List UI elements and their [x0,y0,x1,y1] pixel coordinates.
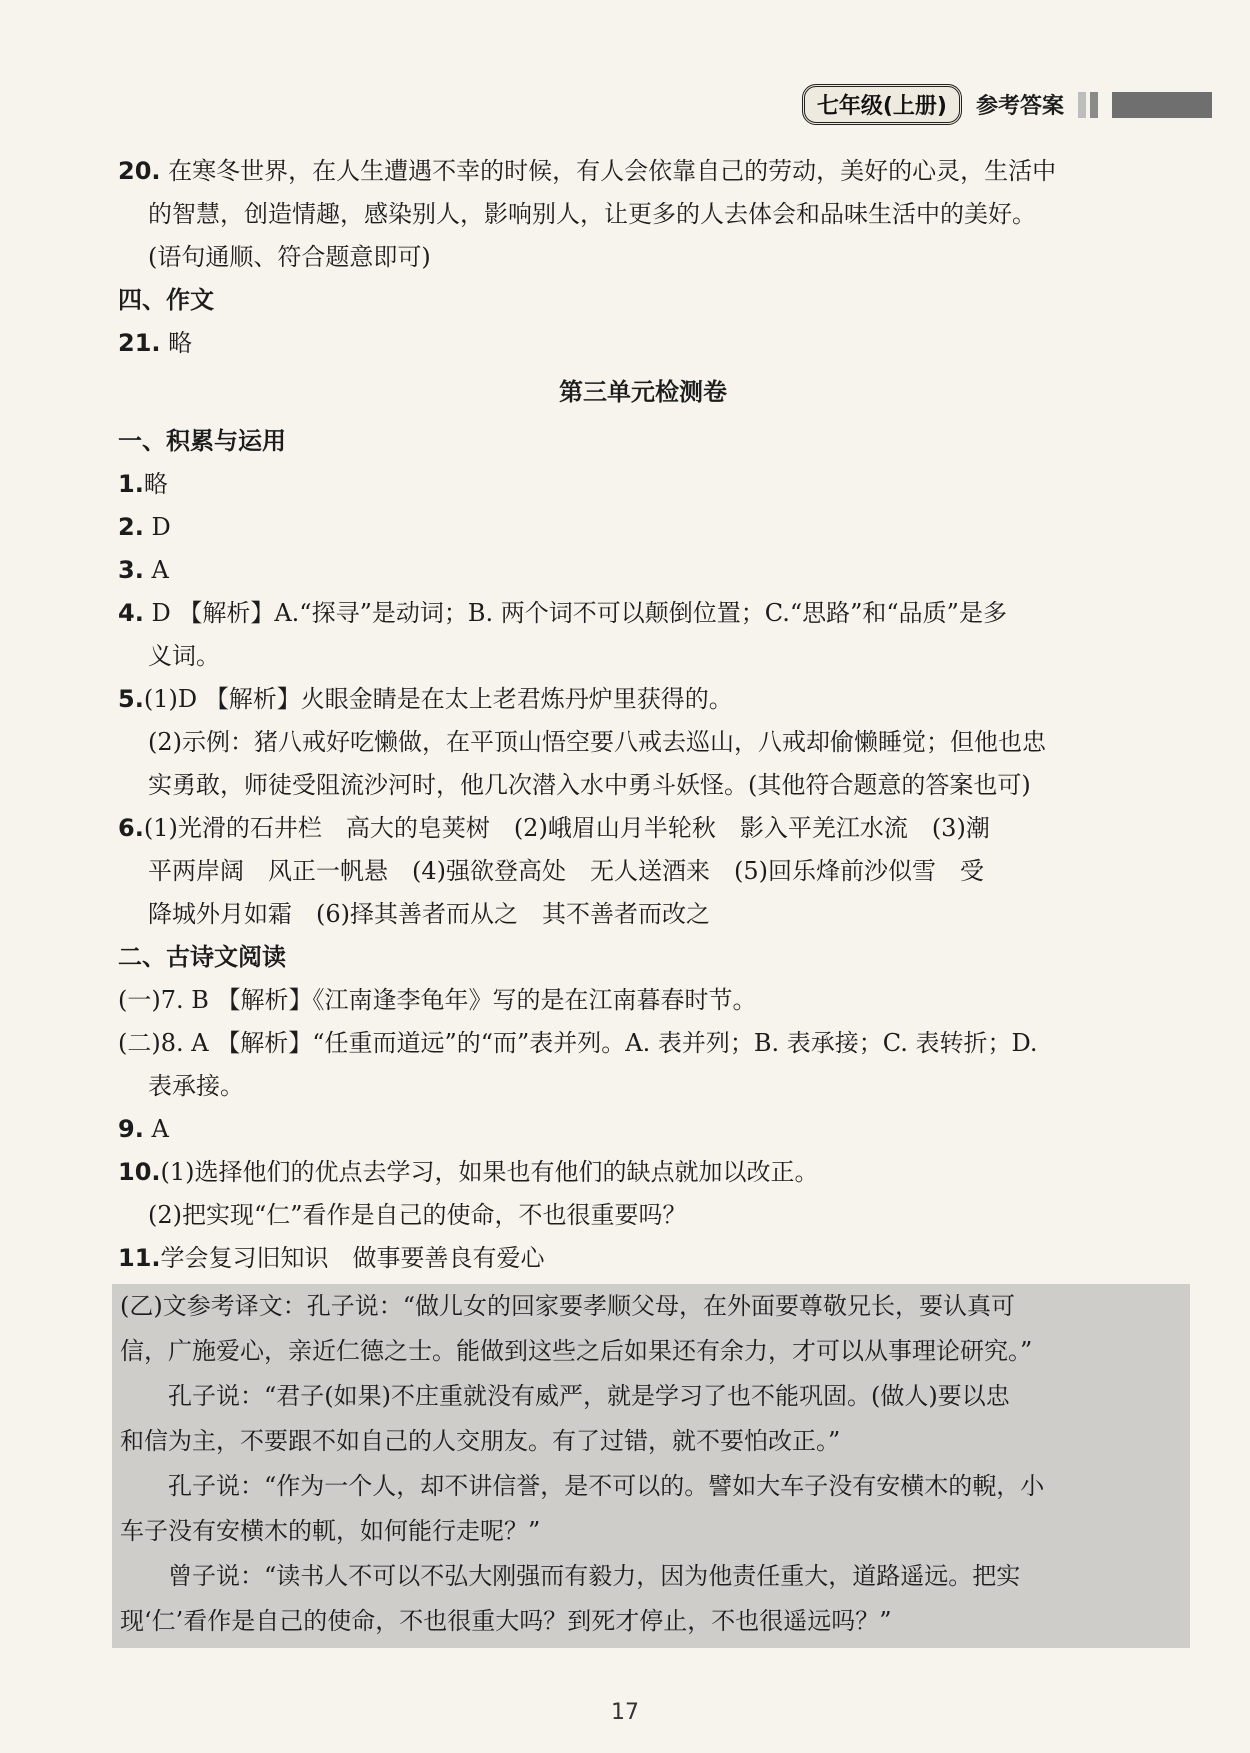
q3 [118,549,1168,592]
q10-line2: (2)把实现“仁”看作是自己的使命，不也很重要吗？ [148,1201,687,1229]
decorative-gray-bar [1112,92,1212,118]
q1-text: 略 [143,470,168,498]
answer-content [118,150,1168,1648]
translation-p1-line2: 信，广施爱心，亲近仁德之士。能做到这些之后如果还有余力，才可以从事理论研究。” [120,1337,1033,1365]
q5-line3: 实勇敢，师徒受阻流沙河时，他几次潜入水中勇斗妖怪。(其他符合题意的答案也可) [148,771,1031,799]
section-2-title: 二、古诗文阅读 [118,943,286,971]
q4-line1 [118,592,1168,635]
q1 [118,463,1168,506]
q5-text1: (1)D 【解析】火眼金睛是在太上老君炼丹炉里获得的。 [143,685,733,713]
q10-number: 10. [118,1158,161,1186]
q9-number: 9. [118,1115,144,1143]
q20-number: 20. [118,157,161,185]
q2 [118,506,1168,549]
translation-p3-line2: 车子没有安横木的軏，如何能行走呢？” [120,1517,541,1545]
section-4-title: 四、作文 [118,286,214,314]
q10-text1: (1)选择他们的优点去学习，如果也有他们的缺点就加以改正。 [160,1158,819,1186]
translation-p3-line1: 孔子说：“作为一个人，却不讲信誉，是不可以的。譬如大车子没有安横木的輗，小 [168,1472,1045,1500]
grade-label: 七年级(上册) [802,84,962,125]
page-header [802,84,1212,125]
q7: (一)7. B 【解析】《江南逢李龟年》写的是在江南暮春时节。 [118,986,757,1014]
translation-p4-line1: 曾子说：“读书人不可以不弘大刚强而有毅力，因为他责任重大，道路遥远。把实 [168,1562,1021,1590]
q6-line3: 降城外月如霜 (6)择其善者而从之 其不善者而改之 [148,900,710,928]
reference-translation-box [112,1284,1190,1648]
q3-text: A [151,556,169,584]
q20-line3: (语句通顺、符合题意即可) [148,243,431,271]
q20-line1 [118,150,1168,193]
q6-text1: (1)光滑的石井栏 高大的皂荚树 (2)峨眉山月半轮秋 影入平羌江水流 (3)潮 [143,814,990,842]
q6-number: 6. [118,814,144,842]
q2-number: 2. [118,513,144,541]
q9 [118,1108,1168,1151]
q5-line1 [118,678,1168,721]
q6-line1 [118,807,1168,850]
q2-text: D [151,513,171,541]
section-1-title: 一、积累与运用 [118,427,286,455]
q5-line2: (2)示例：猪八戒好吃懒做，在平顶山悟空要八戒去巡山，八戒却偷懒睡觉；但他也忠 [148,728,1046,756]
q11-number: 11. [118,1244,161,1272]
q4-text1: D 【解析】A.“探寻”是动词；B. 两个词不可以颠倒位置；C.“思路”和“品质”是多 [151,599,1007,627]
q6-line2: 平两岸阔 风正一帆悬 (4)强欲登高处 无人送酒来 (5)回乐烽前沙似雪 受 [148,857,984,885]
page-number: 17 [611,1700,639,1725]
q4-number: 4. [118,599,144,627]
q11 [118,1237,1168,1280]
translation-p2-line1: 孔子说：“君子(如果)不庄重就没有威严，就是学习了也不能巩固。(做人)要以忠 [168,1382,1010,1410]
decorative-bars [1078,92,1098,118]
q11-text: 学会复习旧知识 做事要善良有爱心 [160,1244,545,1272]
q20-text1: 在寒冬世界，在人生遭遇不幸的时候，有人会依靠自己的劳动，美好的心灵，生活中 [168,157,1057,185]
q4-line2: 义词。 [148,642,220,670]
q21-text: 略 [168,329,193,357]
q21 [118,322,1168,365]
translation-p2-line2: 和信为主，不要跟不如自己的人交朋友。有了过错，就不要怕改正。” [120,1427,841,1455]
translation-p4-line2: 现‘仁’看作是自己的使命，不也很重大吗？到死才停止，不也很遥远吗？” [120,1607,892,1635]
q8-line2: 表承接。 [148,1072,244,1100]
q1-number: 1. [118,470,144,498]
q9-text: A [151,1115,169,1143]
translation-p1-line1: (乙)文参考译文：孔子说：“做儿女的回家要孝顺父母，在外面要尊敬兄长，要认真可 [120,1292,1015,1320]
unit-title: 第三单元检测卷 [559,378,727,406]
q8-line1: (二)8. A 【解析】“任重而道远”的“而”表并列。A. 表并列；B. 表承接；C. 表转折；D. [118,1029,1038,1057]
q20-line2: 的智慧，创造情趣，感染别人，影响别人，让更多的人去体会和品味生活中的美好。 [148,200,1036,228]
q21-number: 21. [118,329,161,357]
answer-label: 参考答案 [975,94,1064,119]
q10-line1 [118,1151,1168,1194]
q3-number: 3. [118,556,144,584]
q5-number: 5. [118,685,144,713]
